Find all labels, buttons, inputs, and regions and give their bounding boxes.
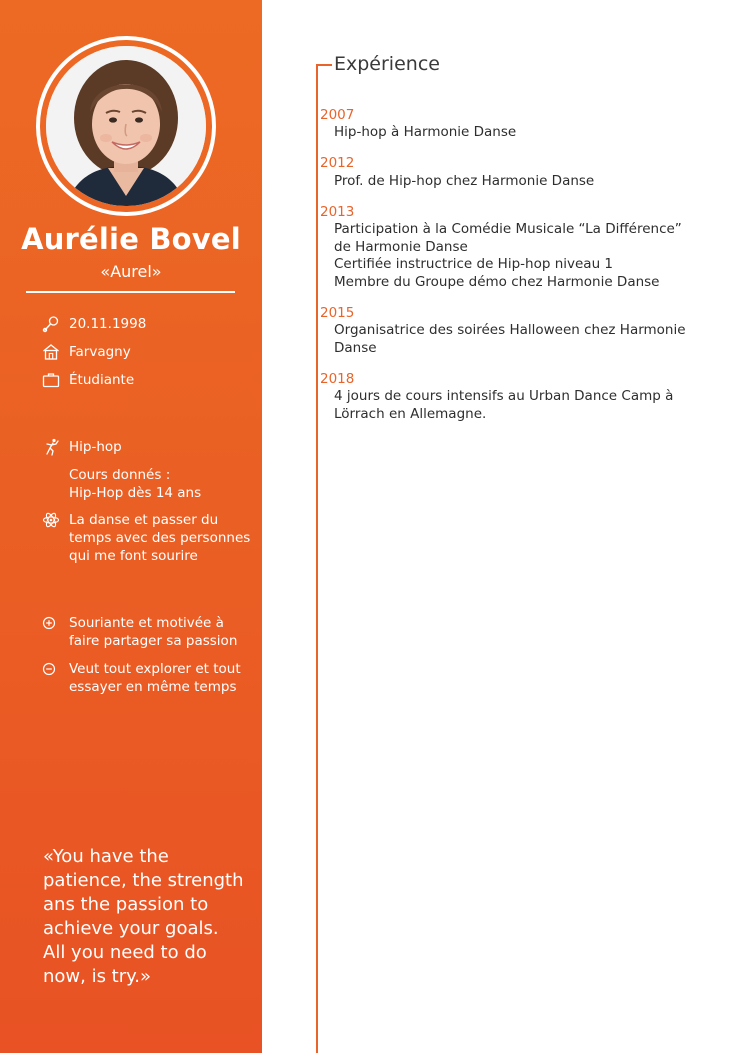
occupation-text: Étudiante [69, 372, 135, 388]
avatar-frame [36, 36, 216, 216]
experience-entry: Prof. de Hip-hop chez Harmonie Danse [334, 173, 595, 189]
year-2012: 2012 [320, 155, 355, 171]
briefcase-icon [42, 371, 62, 389]
profile-nickname: «Aurel» [100, 262, 162, 281]
year-2018: 2018 [320, 371, 355, 387]
year-2013: 2013 [320, 204, 355, 220]
experience-entry: Participation à la Comédie Musicale “La Différence” de Harmonie Danse Certifiée instructrice de Hip-hop niveau 1 Membre du Groupe démo chez Harmonie Danse [334, 221, 682, 290]
dancer-icon [42, 438, 62, 456]
timeline-line [316, 64, 318, 1053]
experience-entry: Organisatrice des soirées Halloween chez Harmonie Danse [334, 322, 686, 356]
negative-trait-text: Veut tout explorer et tout essayer en même temps [69, 661, 241, 695]
baby-rattle-icon [42, 315, 62, 333]
divider [26, 291, 235, 293]
experience-title: Expérience [334, 53, 440, 75]
passion-row [42, 511, 250, 565]
year-2015: 2015 [320, 305, 355, 321]
courses-text: Cours donnés : Hip-Hop dès 14 ans [69, 467, 202, 501]
location-text: Farvagny [69, 344, 131, 360]
experience-entry: Hip-hop à Harmonie Danse [334, 124, 517, 140]
minus-circle-icon [42, 660, 62, 678]
profile-name: Aurélie Bovel [21, 222, 241, 256]
profile-sidebar [0, 0, 262, 1053]
year-2007: 2007 [320, 107, 355, 123]
portrait-photo [46, 46, 206, 206]
passion-text: La danse et passer du temps avec des personnes qui me font sourire [69, 512, 251, 564]
motivational-quote: «You have the patience, the strength ans the passion to achieve your goals. All you need to do now, is try.» [43, 846, 244, 987]
atom-icon [42, 511, 62, 529]
experience-entry: 4 jours de cours intensifs au Urban Dance Camp à Lörrach en Allemagne. [334, 388, 674, 422]
birthdate-text: 20.11.1998 [69, 316, 147, 332]
dance-style-row [42, 438, 122, 456]
positive-trait-row [42, 614, 237, 650]
location-row [42, 343, 131, 361]
negative-trait-row [42, 660, 241, 696]
courses-row [42, 466, 201, 502]
plus-circle-icon [42, 614, 62, 632]
occupation-row [42, 371, 134, 389]
avatar [46, 46, 206, 206]
house-icon [42, 343, 62, 361]
birthdate-row [42, 315, 146, 333]
dance-style-text: Hip-hop [69, 439, 122, 455]
positive-trait-text: Souriante et motivée à faire partager sa passion [69, 615, 238, 649]
timeline-tick [316, 64, 332, 66]
